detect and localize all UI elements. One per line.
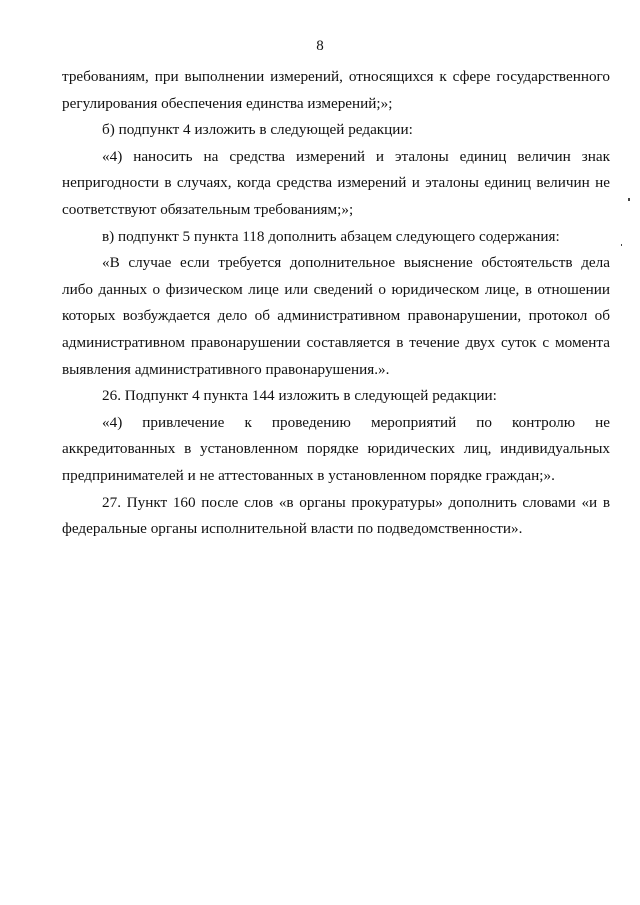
paragraph-quote-subitem-4: «4) наносить на средства измерений и эталоны единиц величин знак непригодности в случаях, когда средства измерений и эталоны единиц величин не соответствуют обязательным требованиям;»;	[62, 147, 610, 218]
document-body	[62, 64, 610, 543]
paragraph-quote-item-26: «4) привлечение к проведению мероприятий по контролю не аккредитованных в установленном порядке юридических лиц, индивидуальных предпринимателей и не аттестованных в установленном порядке граждан;».	[62, 413, 610, 484]
page-number: 8	[316, 38, 324, 54]
paragraph-item-27: 27. Пункт 160 после слов «в органы прокуратуры» дополнить словами «и в федеральные органы исполнительной власти по подведомственности».	[62, 493, 610, 538]
paragraph-continuation: требованиям, при выполнении измерений, относящихся к сфере государственного регулирования обеспечения единства измерений;»;	[62, 68, 610, 112]
paragraph-subitem-v: в) подпункт 5 пункта 118 дополнить абзацем следующего содержания:	[102, 227, 560, 245]
scan-speck	[621, 244, 622, 246]
scan-speck	[628, 198, 630, 201]
paragraph-item-26: 26. Подпункт 4 пункта 144 изложить в следующей редакции:	[102, 387, 497, 405]
paragraph-subitem-b: б) подпункт 4 изложить в следующей редакции:	[102, 121, 413, 139]
paragraph-quote-additional-clarification: «В случае если требуется дополнительное выяснение обстоятельств дела либо данных о физическом лице или сведений о юридическом лице, в отношении которых возбуждается дело об административном правонарушении, протокол об административном правонарушении составляется в течение двух суток с момента выявления административного правонарушения.».	[62, 254, 610, 378]
